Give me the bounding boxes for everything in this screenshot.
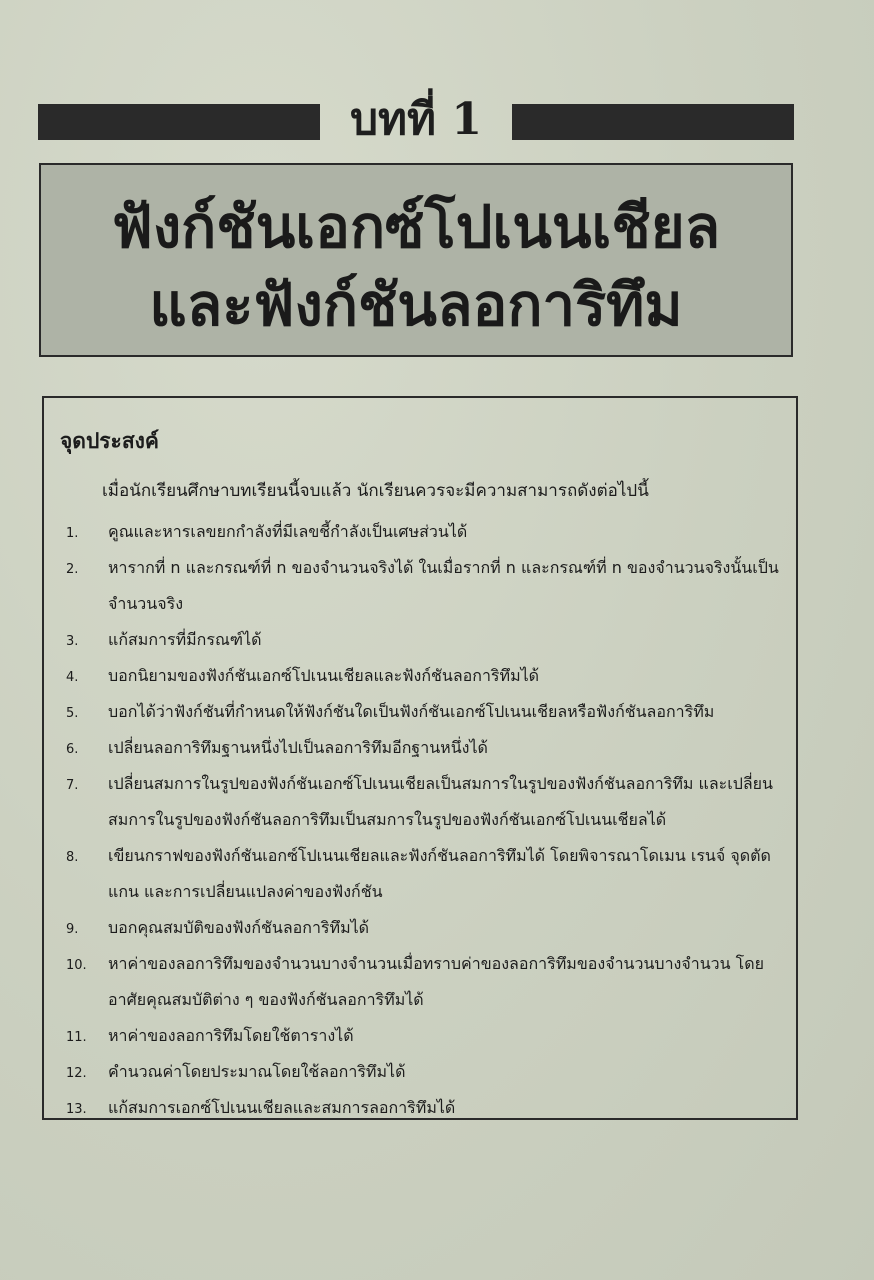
objective-item	[62, 838, 784, 910]
objective-item	[62, 550, 784, 622]
objective-number: 8.	[66, 850, 79, 865]
objective-text: คำนวณค่าโดยประมาณโดยใช้ลอการิทึมได้	[108, 1062, 406, 1081]
objective-text: แก้สมการเอกซ์โปเนนเชียลและสมการลอการิทึมได้	[108, 1098, 456, 1117]
objective-text: หาค่าของลอการิทึมของจำนวนบางจำนวนเมื่อทราบค่าของลอการิทึมของจำนวนบางจำนวน โดยอาศัยคุณสมบัติต่าง ๆ ของฟังก์ชันลอการิทึมได้	[108, 954, 765, 1009]
chapter-header	[38, 96, 794, 146]
objective-item	[62, 766, 784, 838]
objective-number: 11.	[66, 1030, 87, 1045]
objective-item	[62, 1090, 784, 1126]
objectives-box	[42, 396, 798, 1120]
objective-text: เปลี่ยนลอการิทึมฐานหนึ่งไปเป็นลอการิทึมอีกฐานหนึ่งได้	[108, 738, 488, 757]
objective-text: บอกคุณสมบัติของฟังก์ชันลอการิทึมได้	[108, 918, 370, 937]
objective-item	[62, 946, 784, 1018]
objectives-list	[62, 514, 784, 1126]
objective-number: 3.	[66, 634, 79, 649]
objective-number: 2.	[66, 562, 79, 577]
chapter-bar-left	[38, 104, 320, 140]
objective-item	[62, 622, 784, 658]
objective-number: 1.	[66, 526, 79, 541]
objective-number: 13.	[66, 1102, 87, 1117]
objective-item	[62, 1018, 784, 1054]
objective-number: 6.	[66, 742, 79, 757]
objective-item	[62, 658, 784, 694]
objective-text: บอกนิยามของฟังก์ชันเอกซ์โปเนนเชียลและฟังก์ชันลอการิทึมได้	[108, 666, 540, 685]
chapter-bar-right	[512, 104, 794, 140]
objective-text: หารากที่ n และกรณฑ์ที่ n ของจำนวนจริงได้ ในเมื่อรากที่ n และกรณฑ์ที่ n ของจำนวนจริงนั้นเป็นจำนวนจริง	[108, 558, 779, 613]
objective-number: 4.	[66, 670, 79, 685]
objective-text: เขียนกราฟของฟังก์ชันเอกซ์โปเนนเชียลและฟังก์ชันลอการิทึมได้ โดยพิจารณาโดเมน เรนจ์ จุดตัดแกน และการเปลี่ยนแปลงค่าของฟังก์ชัน	[108, 846, 771, 901]
objective-number: 5.	[66, 706, 79, 721]
chapter-label: บทที่ 1	[350, 94, 482, 145]
objective-text: บอกได้ว่าฟังก์ชันที่กำหนดให้ฟังก์ชันใดเป็นฟังก์ชันเอกซ์โปเนนเชียลหรือฟังก์ชันลอการิทึม	[108, 702, 715, 721]
objective-text: เปลี่ยนสมการในรูปของฟังก์ชันเอกซ์โปเนนเชียลเป็นสมการในรูปของฟังก์ชันลอการิทึม และเปลี่ยนสมการในรูปของฟังก์ชันลอการิทึมเป็นสมการในรูปของฟังก์ชันเอกซ์โปเนนเชียลได้	[108, 774, 773, 829]
objective-text: หาค่าของลอการิทึมโดยใช้ตารางได้	[108, 1026, 354, 1045]
objective-text: แก้สมการที่มีกรณฑ์ได้	[108, 630, 262, 649]
title-box	[39, 163, 793, 357]
objective-item	[62, 514, 784, 550]
objective-number: 7.	[66, 778, 79, 793]
objective-number: 12.	[66, 1066, 87, 1081]
objective-item	[62, 1054, 784, 1090]
objective-number: 9.	[66, 922, 79, 937]
objectives-intro: เมื่อนักเรียนศึกษาบทเรียนนี้จบแล้ว นักเรียนควรจะมีความสามารถดังต่อไปนี้	[102, 481, 649, 501]
objectives-heading: จุดประสงค์	[60, 429, 159, 453]
title-line-1: ฟังก์ชันเอกซ์โปเนนเชียล	[111, 193, 721, 261]
title-line-2: และฟังก์ชันลอการิทึม	[149, 271, 683, 339]
objective-item	[62, 910, 784, 946]
objective-number: 10.	[66, 958, 87, 973]
objective-item	[62, 730, 784, 766]
objective-text: คูณและหารเลขยกกำลังที่มีเลขชี้กำลังเป็นเศษส่วนได้	[108, 522, 468, 541]
objective-item	[62, 694, 784, 730]
